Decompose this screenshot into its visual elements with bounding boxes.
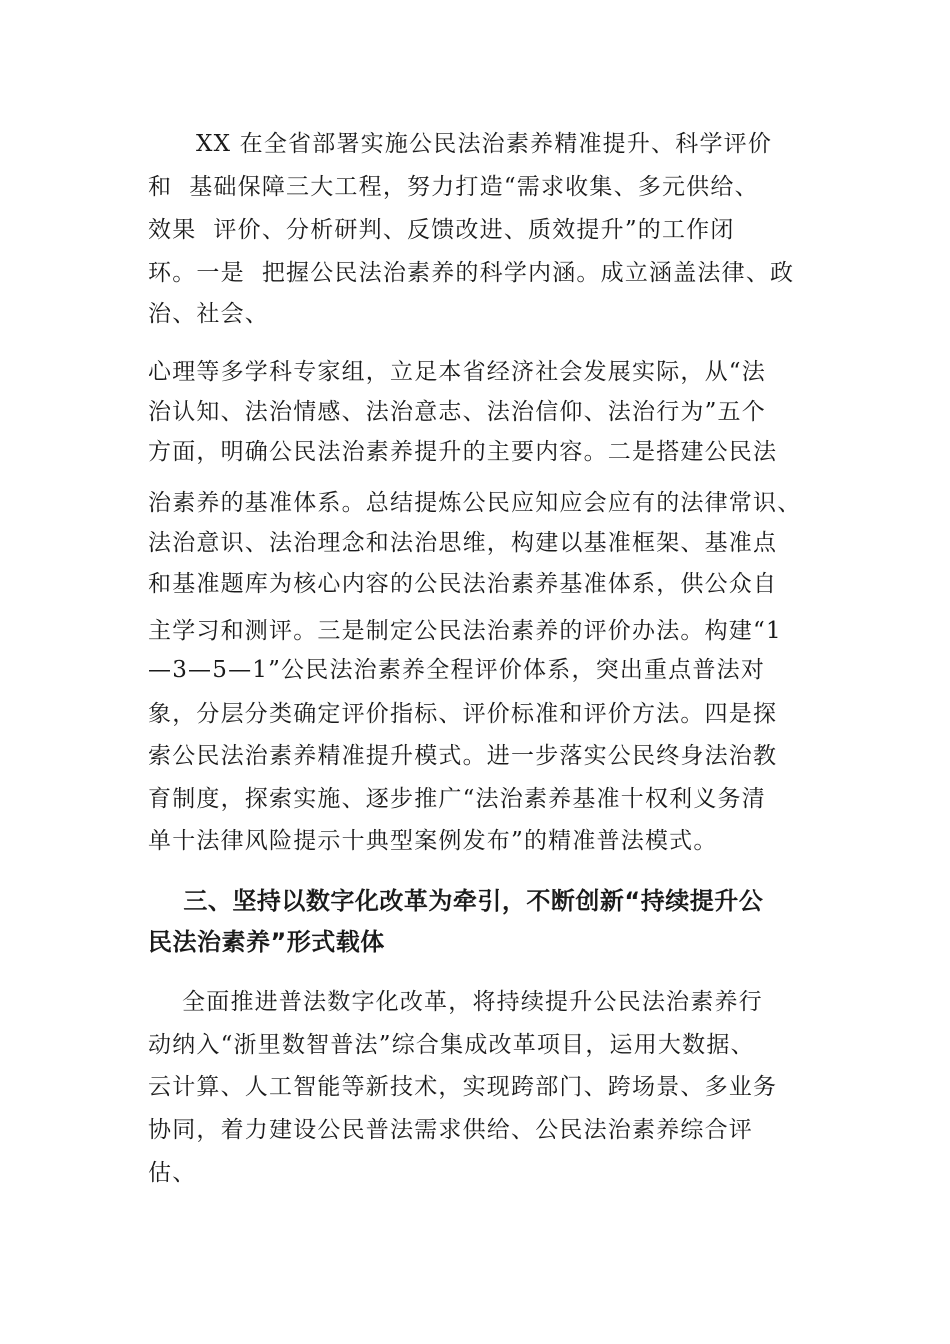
paragraph-line: 效果 评价、分析研判、反馈改进、质效提升”的工作闭 (148, 217, 735, 243)
paragraph-line: 和 基础保障三大工程，努力打造“需求收集、多元供给、 (148, 174, 759, 200)
paragraph-line: 环。一是 把握公民法治素养的科学内涵。成立涵盖法律、政 (148, 260, 795, 286)
paragraph-line: 方面，明确公民法治素养提升的主要内容。二是搭建公民法 (148, 439, 778, 465)
paragraph-line: XX 在全省部署实施公民法治素养精准提升、科学评价 (196, 131, 773, 157)
paragraph-line: 索公民法治素养精准提升模式。进一步落实公民终身法治教 (148, 743, 778, 769)
paragraph-line: 全面推进普法数字化改革，将持续提升公民法治素养行 (148, 989, 763, 1015)
paragraph-line: 治素养的基准体系。总结提炼公民应知应会应有的法律常识、 (148, 490, 802, 516)
paragraph-line: 单十法律风险提示十典型案例发布”的精准普法模式。 (148, 828, 718, 854)
paragraph-line: 云计算、人工智能等新技术，实现跨部门、跨场景、多业务 (148, 1074, 778, 1100)
paragraph-line: 法治意识、法治理念和法治思维，构建以基准框架、基准点 (148, 530, 778, 556)
paragraph-line: 主学习和测评。三是制定公民法治素养的评价办法。构建“1 (148, 618, 782, 644)
paragraph-line: —3—5—1”公民法治素养全程评价体系，突出重点普法对 (148, 657, 766, 683)
paragraph-line: 育制度，探索实施、逐步推广“法治素养基准十权利义务清 (148, 786, 766, 812)
paragraph-line: 象，分层分类确定评价指标、评价标准和评价方法。四是探 (148, 701, 778, 727)
paragraph-line: 和基准题库为核心内容的公民法治素养基准体系，供公众自 (148, 571, 778, 597)
paragraph-line: 心理等多学科专家组，立足本省经济社会发展实际，从“法 (148, 359, 766, 385)
paragraph-line: 治、社会、 (148, 301, 269, 327)
paragraph-line: 估、 (148, 1160, 197, 1186)
paragraph-line: 治认知、法治情感、法治意志、法治信仰、法治行为”五个 (148, 399, 766, 425)
paragraph-line: 动纳入“浙里数智普法”综合集成改革项目，运用大数据、 (148, 1032, 755, 1058)
paragraph-line: 协同，着力建设公民普法需求供给、公民法治素养综合评 (148, 1117, 753, 1143)
section-heading: 民法治素养”形式载体 (148, 928, 385, 956)
section-heading: 三、坚持以数字化改革为牵引，不断创新“持续提升公 (148, 887, 764, 915)
